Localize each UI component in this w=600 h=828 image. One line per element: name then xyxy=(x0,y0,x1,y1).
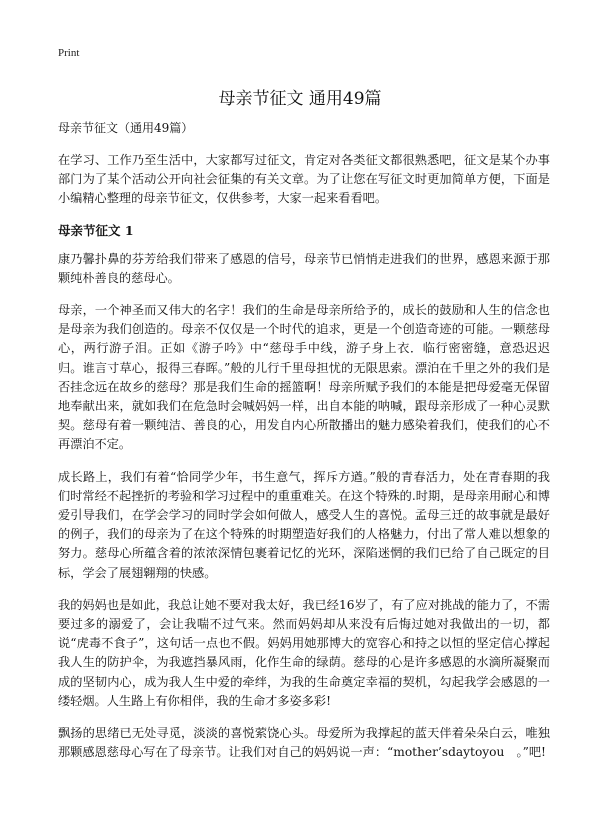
page-title: 母亲节征文 通用49篇 xyxy=(218,89,382,109)
paragraph-1: 康乃馨扑鼻的芬芳给我们带来了感恩的信号，母亲节已悄悄走进我们的世界，感恩来源于那颗纯朴善良的慈母心。 xyxy=(58,251,550,285)
paragraph-2: 母亲，一个神圣而又伟大的名字！我们的生命是母亲所给予的，成长的鼓励和人生的信念也是母亲为我们创造的。母亲不仅仅是一个时代的追求，更是一个创造奇迹的可能。一颗慈母心，两行游子泪。正如《游子吟》中“慈母手中线，游子身上衣．临行密密缝，意恐迟迟归。谁言寸草心，报得三春晖。”般的儿行千里母担忧的无限思索。漂泊在千里之外的我们是否挂念远在故乡的慈母？那是我们生命的摇篮啊！母亲所赋予我们的本能是把母爱毫无保留地奉献出来，就如我们在危急时会喊妈妈一样，出自本能的呐喊，跟母亲形成了一种心灵默契。慈母有着一颗纯洁、善良的心，用发自内心所散播出的魅力感染着我们，使我们的心不再漂泊不定。 xyxy=(58,303,550,452)
intro-paragraph: 在学习、工作乃至生活中，大家都写过征文，肯定对各类征文都很熟悉吧，征文是某个办事部门为了某个活动公开向社会征集的有关文章。为了让您在写征文时更加简单方便，下面是小编精心整理的母亲节征文，仅供参考，大家一起来看看吧。 xyxy=(58,153,550,206)
paragraph-4: 我的妈妈也是如此，我总让她不要对我太好，我已经16岁了，有了应对挑战的能力了，不需要过多的溺爱了，会让我喘不过气来。然而妈妈却从来没有后悔过她对我做出的一切，都说“虎毒不食子”，这句话一点也不假。妈妈用她那博大的宽容心和持之以恒的坚定信心撑起我人生的防护伞，为我遮挡暴风雨，化作生命的绿荫。慈母的心是许多感恩的水滴所凝聚而成的坚韧内心，成为我人生中爱的牵绊，为我的生命奠定幸福的契机，勾起我学会感恩的一缕轻烟。人生路上有你相伴，我的生命才多姿多彩! xyxy=(58,597,550,708)
article-subtitle: 母亲节征文（通用49篇） xyxy=(58,121,194,135)
print-link[interactable]: Print xyxy=(58,47,80,59)
paragraph-5: 飘扬的思绪已无处寻觅，淡淡的喜悦萦饶心头。母爱所为我撑起的蓝天伴着朵朵白云，唯独那颗感恩慈母心写在了母亲节。让我们对自己的妈妈说一声：“mother’sdaytoyou 。”吧! xyxy=(58,726,550,760)
section-heading: 母亲节征文 1 xyxy=(58,222,134,238)
paragraph-3: 成长路上，我们有着“恰同学少年，书生意气，挥斥方遒。”般的青春活力，处在青春期的我们时常经不起挫折的考验和学习过程中的重重难关。在这个特殊的.时期，是母亲用耐心和博爱引导我们，在学会学习的同时学会如何做人，感受人生的喜悦。孟母三迁的故事就是最好的例子，我们的母亲为了在这个特殊的时期塑造好我们的人格魅力，付出了常人难以想象的努力。慈母心所蕴含着的浓浓深情包裹着记忆的光环，深陷迷惘的我们已给了自己既定的目标，学会了展翅翱翔的快感。 xyxy=(58,469,550,580)
article-body xyxy=(58,119,550,775)
